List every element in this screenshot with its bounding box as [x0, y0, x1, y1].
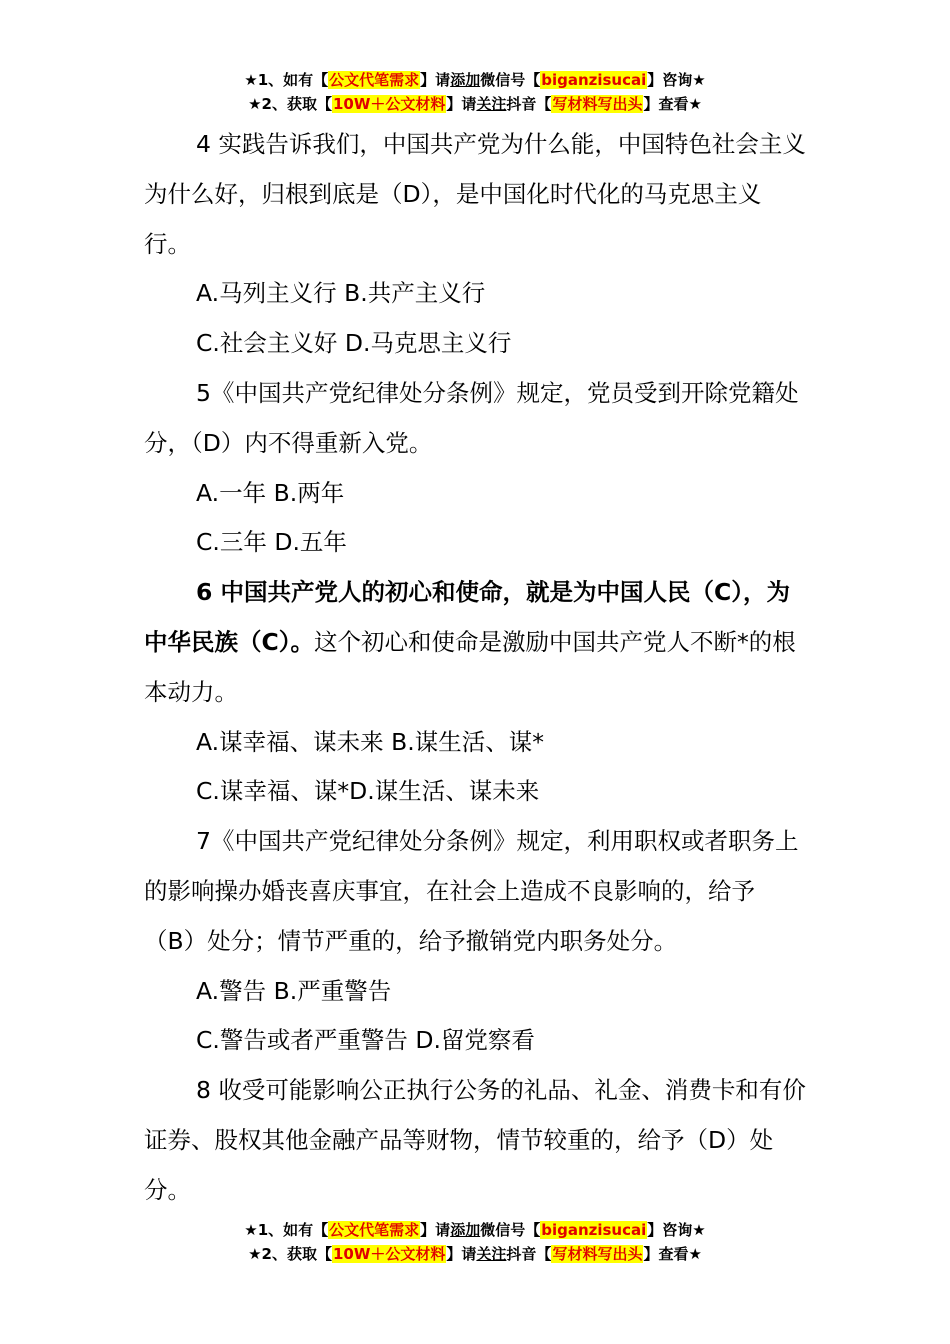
question-5-options-ab: A.一年 B.两年 [196, 478, 345, 507]
banner-text: 】查看★ [643, 95, 702, 113]
banner-line-2 [0, 1242, 950, 1266]
footer-banner [0, 1218, 950, 1266]
question-6-stem [144, 568, 806, 717]
banner-text: 】请 [446, 95, 477, 113]
banner-highlight: 写材料写出头 [552, 1245, 643, 1263]
question-6-options-ab: A.谋幸福、谋未来 B.谋生活、谋* [196, 727, 544, 756]
question-5-options-cd: C.三年 D.五年 [196, 528, 347, 557]
banner-line-2 [0, 92, 950, 116]
banner-text: 抖音【 [506, 95, 552, 113]
banner-text: 】咨询★ [647, 71, 706, 89]
banner-text: ★1、如有【 [244, 71, 329, 89]
question-6-options-cd: C.谋幸福、谋*D.谋生活、谋未来 [196, 777, 540, 806]
question-7-options-ab: A.警告 B.严重警告 [196, 976, 392, 1005]
question-5-stem: 5《中国共产党纪律处分条例》规定，党员受到开除党籍处分，（D）内不得重新入党。 [144, 378, 799, 457]
banner-highlight: 公文代笔需求 [329, 71, 420, 89]
banner-text: 】请 [420, 71, 451, 89]
question-7-options-cd: C.警告或者严重警告 D.留党察看 [196, 1026, 535, 1055]
question-6-stem-rest: 这个初心和使命是激励中国共产党人不断*的根本动力。 [144, 627, 796, 706]
question-4-stem: 4 实践告诉我们，中国共产党为什么能，中国特色社会主义为什么好，归根到底是（D），是中国化时代化的马克思主义行。 [144, 130, 806, 258]
banner-line-1 [0, 1218, 950, 1242]
banner-underline: 关注 [476, 1245, 507, 1263]
banner-underline: 添加 [450, 1221, 481, 1239]
banner-line-1 [0, 68, 950, 92]
banner-text: 】请 [446, 1245, 477, 1263]
banner-text: 微信号【 [480, 71, 541, 89]
question-7-stem: 7《中国共产党纪律处分条例》规定，利用职权或者职务上的影响操办婚丧喜庆事宜，在社会上造成不良影响的，给予（B）处分；情节严重的，给予撤销党内职务处分。 [144, 827, 799, 955]
banner-highlight: 10W＋公文材料 [332, 1245, 446, 1263]
question-6-stem-bold: 6 中国共产党人的初心和使命，就是为中国人民（C），为中华民族（C）。 [144, 578, 791, 656]
banner-text: ★2、获取【 [248, 1245, 332, 1263]
banner-text: 微信号【 [480, 1221, 541, 1239]
banner-highlight: 10W＋公文材料 [332, 95, 446, 113]
question-4-options-ab: A.马列主义行 B.共产主义行 [196, 279, 486, 308]
document-body [144, 120, 806, 1216]
banner-highlight: biganzisucai [541, 1221, 647, 1239]
banner-highlight: biganzisucai [541, 71, 647, 89]
banner-highlight: 写材料写出头 [552, 95, 643, 113]
header-banner [0, 68, 950, 116]
banner-underline: 添加 [450, 71, 481, 89]
banner-highlight: 公文代笔需求 [329, 1221, 420, 1239]
question-8-stem: 8 收受可能影响公正执行公务的礼品、礼金、消费卡和有价证券、股权其他金融产品等财物，情节较重的，给予（D）处分。 [144, 1076, 806, 1204]
banner-text: ★2、获取【 [248, 95, 332, 113]
banner-underline: 关注 [476, 95, 507, 113]
banner-text: 】请 [420, 1221, 451, 1239]
banner-text: 】咨询★ [647, 1221, 706, 1239]
banner-text: 】查看★ [643, 1245, 702, 1263]
banner-text: ★1、如有【 [244, 1221, 329, 1239]
banner-text: 抖音【 [506, 1245, 552, 1263]
question-4-options-cd: C.社会主义好 D.马克思主义行 [196, 329, 512, 358]
